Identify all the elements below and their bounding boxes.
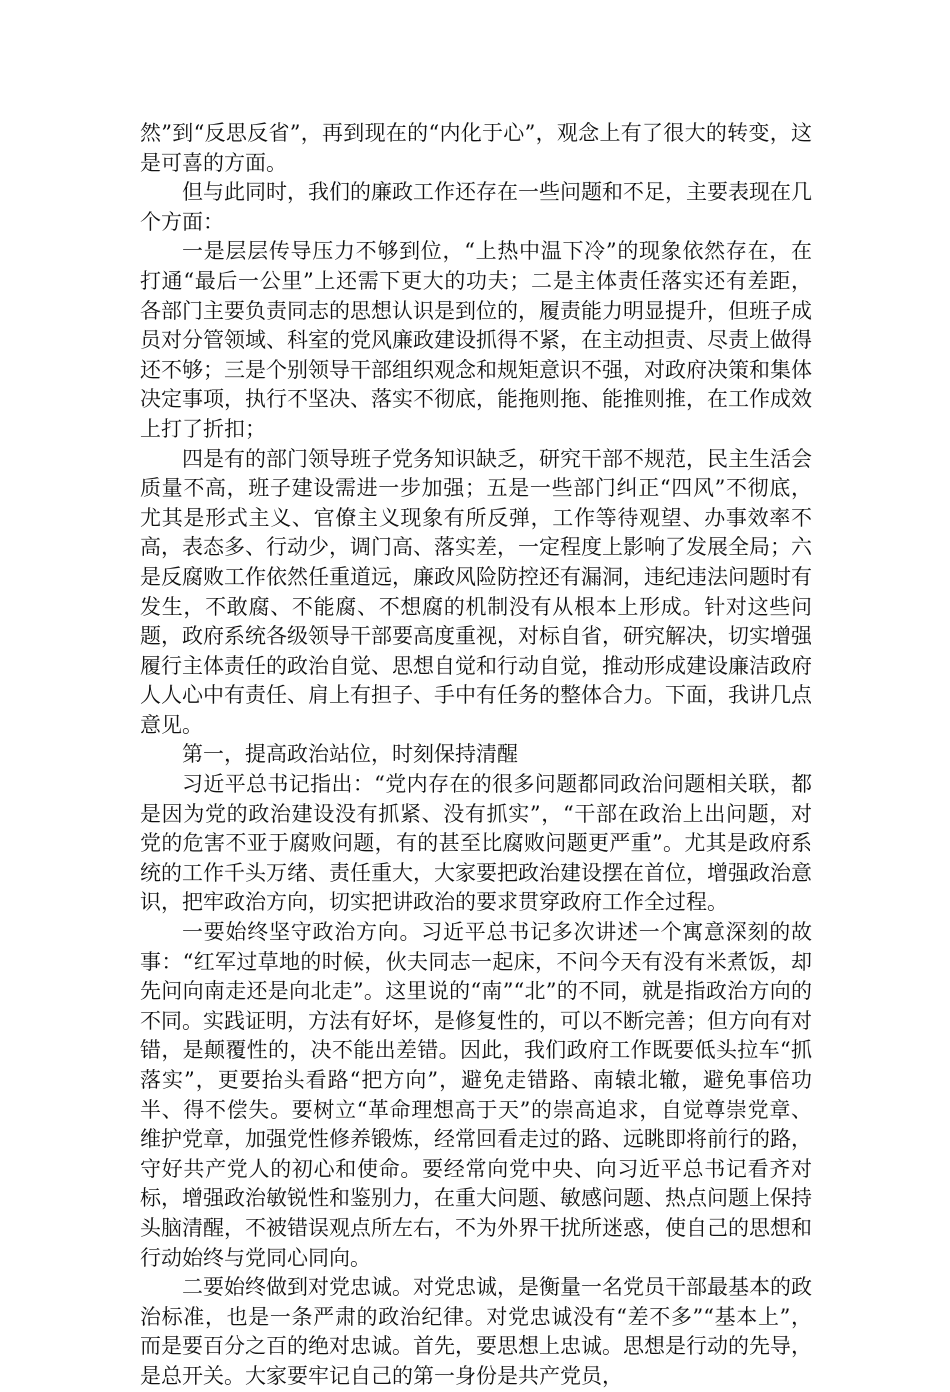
- paragraph-4: 四是有的部门领导班子党务知识缺乏，研究干部不规范，民主生活会质量不高，班子建设需进一步加强；五是一些部门纠正“四风”不彻底，尤其是形式主义、官僚主义现象有所反弹，工作等待观望、办事效率不高，表态多、行动少，调门高、落实差，一定程度上影响了发展全局；六是反腐败工作依然任重道远，廉政风险防控还有漏洞，违纪违法问题时有发生，不敢腐、不能腐、不想腐的机制没有从根本上形成。针对这些问题，政府系统各级领导干部要高度重视，对标自省，研究解决，切实增强履行主体责任的政治自觉、思想自觉和行动自觉，推动形成建设廉洁政府人人心中有责任、肩上有担子、手中有任务的整体合力。下面，我讲几点意见。: [140, 446, 812, 737]
- paragraph-2: 但与此同时，我们的廉政工作还存在一些问题和不足，主要表现在几个方面：: [140, 180, 812, 234]
- paragraph-3: 一是层层传导压力不够到位，“上热中温下冷”的现象依然存在，在打通“最后一公里”上还需下更大的功夫；二是主体责任落实还有差距，各部门主要负责同志的思想认识是到位的，履责能力明显提升，但班子成员对分管领域、科室的党风廉政建设抓得不紧，在主动担责、尽责上做得还不够；三是个别领导干部组织观念和规矩意识不强，对政府决策和集体决定事项，执行不坚决、落实不彻底，能拖则拖、能推则推，在工作成效上打了折扣；: [140, 239, 812, 441]
- section-heading-1: 第一，提高政治站位，时刻保持清醒: [182, 742, 518, 767]
- paragraph-1: 然”到“反思反省”，再到现在的“内化于心”，观念上有了很大的转变，这是可喜的方面。: [140, 121, 812, 175]
- paragraph-5: 习近平总书记指出：“党内存在的很多问题都同政治问题相关联，都是因为党的政治建设没有抓紧、没有抓实”，“干部在政治上出问题，对党的危害不亚于腐败问题，有的甚至比腐败问题更严重”。尤其是政府系统的工作千头万绪、责任重大，大家要把政治建设摆在首位，增强政治意识，把牢政治方向，切实把讲政治的要求贯穿政府工作全过程。: [140, 772, 812, 915]
- paragraph-7: 二要始终做到对党忠诚。对党忠诚，是衡量一名党员干部最基本的政治标准，也是一条严肃的政治纪律。对党忠诚没有“差不多”“基本上”，而是要百分之百的绝对忠诚。首先，要思想上忠诚。思想是行动的先导，是总开关。大家要牢记自己的第一身份是共产党员，: [140, 1275, 812, 1388]
- paragraph-6: 一要始终坚守政治方向。习近平总书记多次讲述一个寓意深刻的故事：“红军过草地的时候，伙夫同志一起床，不问今天有没有米煮饭，却先问向南走还是向北走”。这里说的“南”“北”的不同，就是指政治方向的不同。实践证明，方法有好坏，是修复性的，可以不断完善；但方向有对错，是颠覆性的，决不能出差错。因此，我们政府工作既要低头拉车“抓落实”，更要抬头看路“把方向”，避免走错路、南辕北辙，避免事倍功半、得不偿失。要树立“革命理想高于天”的崇高追求，自觉尊崇党章、维护党章，加强党性修养锻炼，经常回看走过的路、远眺即将前行的路，守好共产党人的初心和使命。要经常向党中央、向习近平总书记看齐对标，增强政治敏锐性和鉴别力，在重大问题、敏感问题、热点问题上保持头脑清醒，不被错误观点所左右，不为外界干扰所迷惑，使自己的思想和行动始终与党同心同向。: [140, 920, 812, 1270]
- document-body: [140, 119, 812, 1392]
